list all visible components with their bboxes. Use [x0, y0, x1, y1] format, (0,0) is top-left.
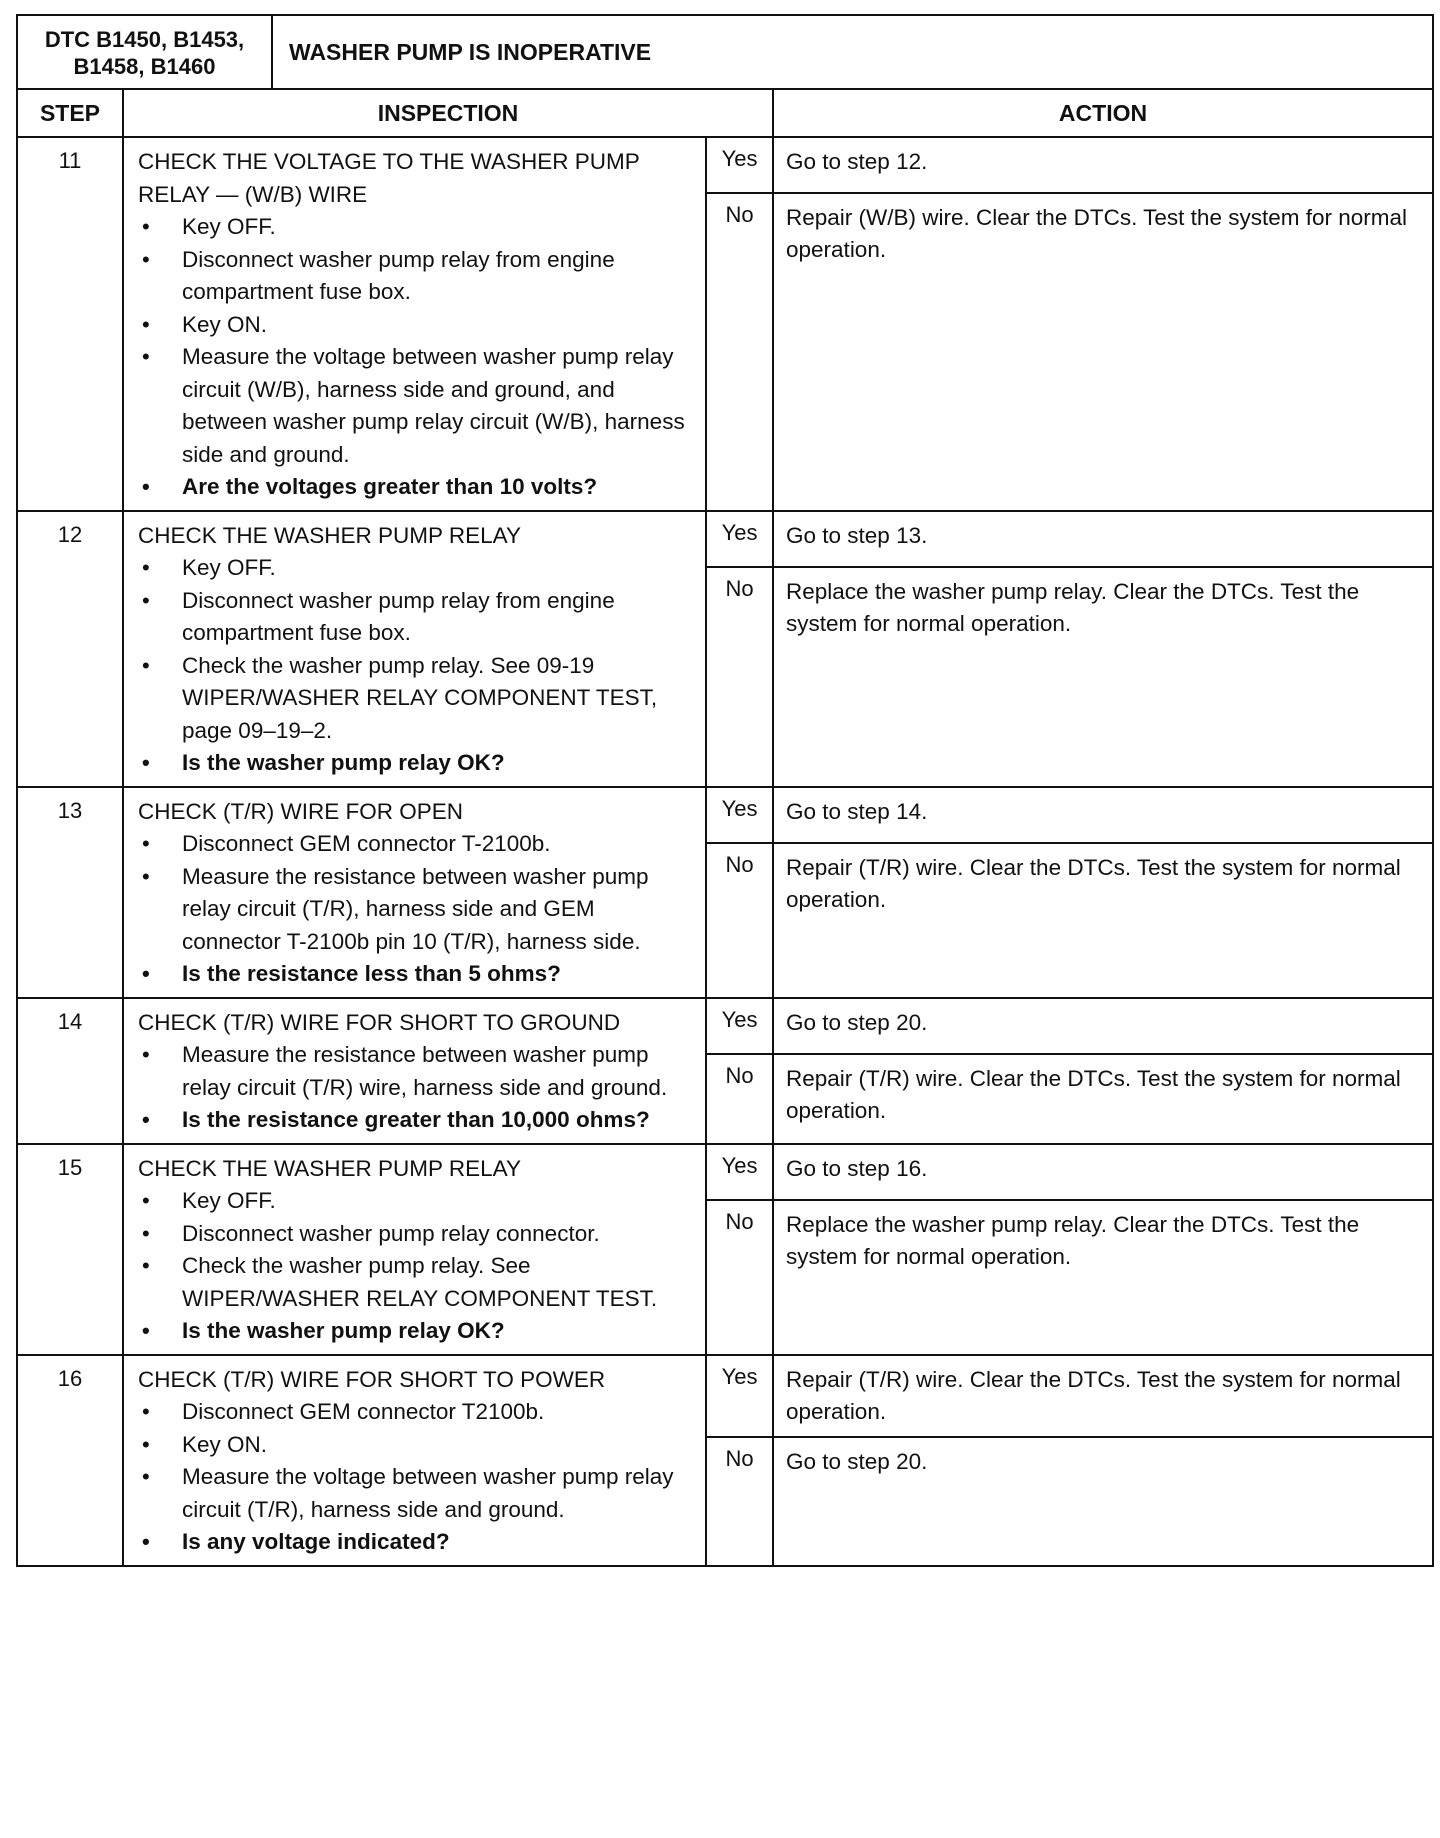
- inspection-bullets: [138, 552, 695, 780]
- inspection-bullets: [138, 828, 695, 991]
- inspection-title: CHECK THE VOLTAGE TO THE WASHER PUMP RELAY — (W/B) WIRE: [138, 149, 640, 207]
- step-row: [17, 1355, 1433, 1437]
- inspection-cell: [123, 511, 706, 787]
- answer-no-label: No: [706, 1200, 773, 1355]
- action-if-no: Repair (T/R) wire. Clear the DTCs. Test the system for normal operation.: [773, 843, 1433, 998]
- inspection-bullets: [138, 1039, 695, 1137]
- inspection-bullet: • Disconnect washer pump relay from engine compartment fuse box.: [138, 585, 695, 650]
- inspection-title: CHECK THE WASHER PUMP RELAY: [138, 522, 521, 548]
- action-if-yes: Go to step 16.: [773, 1144, 1433, 1200]
- step-row: [17, 137, 1433, 193]
- answer-no-label: No: [706, 1437, 773, 1566]
- inspection-question: • Is any voltage indicated?: [138, 1526, 695, 1559]
- answer-no-label: No: [706, 567, 773, 787]
- action-if-yes: Go to step 12.: [773, 137, 1433, 193]
- inspection-title: CHECK (T/R) WIRE FOR SHORT TO GROUND: [138, 1009, 621, 1035]
- step-number: 15: [17, 1144, 123, 1355]
- inspection-cell: [123, 998, 706, 1144]
- step-rows: [17, 137, 1433, 1566]
- inspection-bullet: • Measure the voltage between washer pump relay circuit (W/B), harness side and ground, and between washer pump relay circuit (W/B), harness side and ground.: [138, 341, 695, 471]
- inspection-question: • Is the washer pump relay OK?: [138, 1315, 695, 1348]
- header-table: [16, 14, 1434, 90]
- inspection-bullet: • Key ON.: [138, 1429, 695, 1462]
- inspection-cell: [123, 787, 706, 998]
- procedure-title: WASHER PUMP IS INOPERATIVE: [272, 15, 1433, 89]
- action-if-yes: Repair (T/R) wire. Clear the DTCs. Test the system for normal operation.: [773, 1355, 1433, 1437]
- inspection-bullet: • Key OFF.: [138, 1185, 695, 1218]
- inspection-question: • Is the resistance greater than 10,000 ohms?: [138, 1104, 695, 1137]
- inspection-question: • Are the voltages greater than 10 volts?: [138, 471, 695, 504]
- column-header-inspection: INSPECTION: [123, 89, 773, 137]
- answer-yes-label: Yes: [706, 998, 773, 1054]
- inspection-title: CHECK (T/R) WIRE FOR SHORT TO POWER: [138, 1366, 606, 1392]
- column-header-action: ACTION: [773, 89, 1433, 137]
- step-row: [17, 1144, 1433, 1200]
- dtc-codes: [17, 15, 272, 89]
- inspection-question: • Is the washer pump relay OK?: [138, 747, 695, 780]
- dtc-codes-line2: B1458, B1460: [73, 54, 216, 79]
- action-if-yes: Go to step 20.: [773, 998, 1433, 1054]
- answer-yes-label: Yes: [706, 511, 773, 567]
- inspection-bullet: • Check the washer pump relay. See WIPER/WASHER RELAY COMPONENT TEST.: [138, 1250, 695, 1315]
- inspection-bullet: • Disconnect washer pump relay connector.: [138, 1218, 695, 1251]
- inspection-bullets: [138, 1185, 695, 1348]
- inspection-bullet: • Key OFF.: [138, 211, 695, 244]
- inspection-cell: [123, 1355, 706, 1566]
- answer-yes-label: Yes: [706, 1144, 773, 1200]
- action-if-no: Repair (T/R) wire. Clear the DTCs. Test the system for normal operation.: [773, 1054, 1433, 1144]
- inspection-bullet: • Disconnect washer pump relay from engine compartment fuse box.: [138, 244, 695, 309]
- answer-no-label: No: [706, 193, 773, 511]
- step-number: 14: [17, 998, 123, 1144]
- inspection-bullet: • Key ON.: [138, 309, 695, 342]
- step-number: 16: [17, 1355, 123, 1566]
- steps-table: [16, 88, 1434, 1567]
- answer-yes-label: Yes: [706, 787, 773, 843]
- inspection-bullet: • Measure the resistance between washer pump relay circuit (T/R) wire, harness side and ground.: [138, 1039, 695, 1104]
- action-if-no: Replace the washer pump relay. Clear the DTCs. Test the system for normal operation.: [773, 1200, 1433, 1355]
- action-if-no: Go to step 20.: [773, 1437, 1433, 1566]
- step-row: [17, 998, 1433, 1054]
- inspection-cell: [123, 1144, 706, 1355]
- step-row: [17, 787, 1433, 843]
- step-row: [17, 511, 1433, 567]
- answer-yes-label: Yes: [706, 137, 773, 193]
- action-if-no: Replace the washer pump relay. Clear the DTCs. Test the system for normal operation.: [773, 567, 1433, 787]
- step-number: 12: [17, 511, 123, 787]
- answer-no-label: No: [706, 1054, 773, 1144]
- action-if-yes: Go to step 14.: [773, 787, 1433, 843]
- inspection-bullets: [138, 1396, 695, 1559]
- action-if-no: Repair (W/B) wire. Clear the DTCs. Test the system for normal operation.: [773, 193, 1433, 511]
- step-number: 13: [17, 787, 123, 998]
- diagnostic-sheet: [16, 14, 1434, 1567]
- inspection-bullet: • Key OFF.: [138, 552, 695, 585]
- column-header-step: STEP: [17, 89, 123, 137]
- action-if-yes: Go to step 13.: [773, 511, 1433, 567]
- inspection-title: CHECK (T/R) WIRE FOR OPEN: [138, 798, 463, 824]
- column-header-row: [17, 89, 1433, 137]
- step-number: 11: [17, 137, 123, 511]
- inspection-bullets: [138, 211, 695, 504]
- inspection-question: • Is the resistance less than 5 ohms?: [138, 958, 695, 991]
- inspection-title: CHECK THE WASHER PUMP RELAY: [138, 1155, 521, 1181]
- inspection-bullet: • Measure the resistance between washer pump relay circuit (T/R), harness side and GEM connector T-2100b pin 10 (T/R), harness side.: [138, 861, 695, 959]
- inspection-bullet: • Disconnect GEM connector T-2100b.: [138, 828, 695, 861]
- inspection-bullet: • Check the washer pump relay. See 09-19 WIPER/WASHER RELAY COMPONENT TEST, page 09–19–2.: [138, 650, 695, 748]
- dtc-codes-line1: DTC B1450, B1453,: [44, 27, 245, 52]
- inspection-bullet: • Disconnect GEM connector T2100b.: [138, 1396, 695, 1429]
- inspection-bullet: • Measure the voltage between washer pump relay circuit (T/R), harness side and ground.: [138, 1461, 695, 1526]
- answer-yes-label: Yes: [706, 1355, 773, 1437]
- inspection-cell: [123, 137, 706, 511]
- answer-no-label: No: [706, 843, 773, 998]
